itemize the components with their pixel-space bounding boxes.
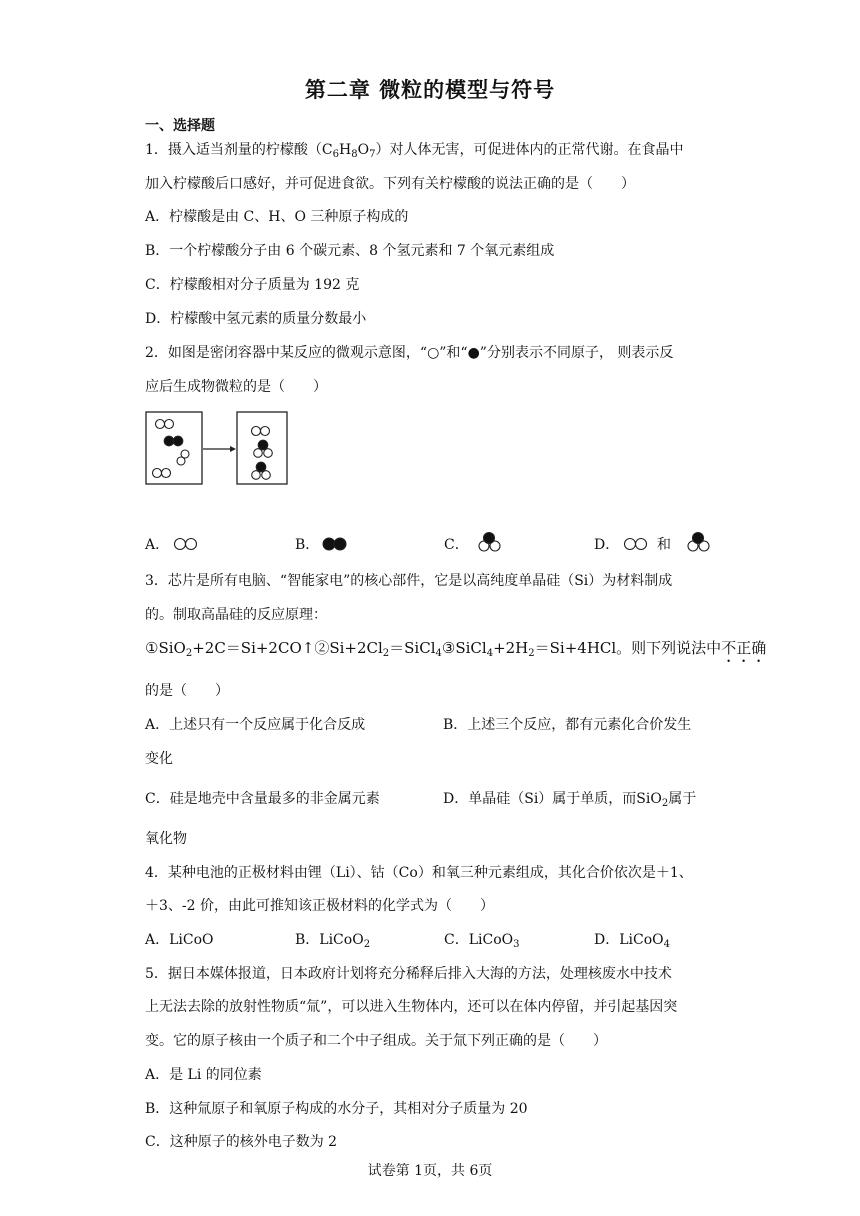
- q2-option-d-molecule-1: [622, 536, 650, 552]
- q1-stem-line1: 1．摄入适当剂量的柠檬酸$(C_6H_8O_7)$对人体无害，可促进体内的正常代谢。在食晶中: [145, 142, 684, 160]
- q2-option-b: B．: [295, 537, 320, 553]
- q5-stem-line2: 上无法去除的放射性物质“氚”，可以进入生物体内，还可以在体内停留，并引起基因突: [145, 999, 678, 1015]
- q2-stem-line2: 应后生成物微粒的是（ ）: [145, 379, 327, 395]
- q3-stem-line1: 3．芯片是所有电脑、“智能家电”的核心部件，它是以高纯度单晶硅（Si）为材料制成: [145, 573, 673, 589]
- q1-stem-line2: 加入柠檬酸后口感好，并可促进食欲。下列有关柠檬酸的说法正确的是（ ）: [145, 176, 635, 192]
- q2-option-c-molecule: [475, 530, 505, 554]
- q5-stem-line1: 5．据日本媒体报道，日本政府计划将充分稀释后排入大海的方法，处理核废水中技术: [145, 966, 672, 982]
- q2-option-c: C．: [444, 537, 469, 553]
- q5-option-b: B．这种氚原子和氧原子构成的水分子，其相对分子质量为 20: [145, 1101, 528, 1117]
- q4-option-c: C．LiCoO$_3$: [444, 932, 520, 950]
- q2-option-a: A．: [145, 537, 170, 553]
- q2-option-d-and: 和: [657, 537, 671, 553]
- q3-option-d-cont: 氧化物: [145, 831, 187, 847]
- reaction-diagram: [145, 411, 295, 487]
- q5-stem-line3: 变。它的原子核由一个质子和二个中子组成。关于氚下列正确的是（ ）: [145, 1033, 607, 1049]
- q3-option-b: B．上述三个反应，都有元素化合价发生: [443, 717, 692, 733]
- q2-option-a-molecule: [172, 536, 200, 552]
- q2-option-d: D．: [594, 537, 620, 553]
- q1-option-b: B．一个柠檬酸分子由 6 个碳元素、8 个氢元素和 7 个氧元素组成: [145, 243, 555, 259]
- q4-stem-line2: ＋3、-2 价，由此可推知该正极材料的化学式为（ ）: [145, 898, 494, 914]
- q1-option-d: D．柠檬酸中氢元素的质量分数最小: [145, 311, 367, 327]
- q5-option-a: A．是 Li 的同位素: [145, 1067, 262, 1083]
- q2-option-b-molecule: [320, 536, 350, 552]
- q2-stem-line1: 2．如图是密闭容器中某反应的微观示意图，“○”和“●”分别表示不同原子， 则表示反: [145, 345, 674, 361]
- page-footer: 试卷第 1页，共 6页: [367, 1163, 493, 1179]
- q3-stem-line2: 的。制取高晶硅的反应原理：: [145, 607, 327, 623]
- q3-equations: $①SiO_2+2C=Si+2CO↑②Si+2Cl_2=SiCl_4③SiCl_4+2H_2=Si+4HCl$。则下列说法中不正确: [145, 639, 767, 659]
- q3-option-c: C．硅是地壳中含量最多的非金属元素: [145, 791, 380, 807]
- q5-option-c: C．这种原子的核外电子数为 2: [145, 1134, 338, 1150]
- page-title: 第二章 微粒的模型与符号: [304, 78, 556, 102]
- q4-option-b: B．LiCoO$_2$: [295, 932, 371, 950]
- q3-stem-line4: 的是（ ）: [145, 683, 229, 699]
- q3-option-d: D．单晶硅（Si）属于单质，而SiO$_2$属于: [443, 791, 697, 809]
- section-heading: 一、选择题: [145, 118, 215, 134]
- q3-option-b-cont: 变化: [145, 751, 173, 767]
- q4-stem-line1: 4．某种电池的正极材料由锂（Li）、钴（Co）和氧三种元素组成，其化合价依次是＋1、: [145, 865, 693, 881]
- q2-option-d-molecule-2: [684, 530, 714, 554]
- q4-option-d: D．LiCoO$_4$: [594, 932, 670, 950]
- q3-option-a: A．上述只有一个反应属于化合反成: [145, 717, 366, 733]
- q4-option-a: A．LiCoO: [145, 932, 214, 948]
- q1-option-a: A．柠檬酸是由 C、H、O 三种原子构成的: [145, 209, 409, 225]
- q1-option-c: C．柠檬酸相对分子质量为 192 克: [145, 277, 360, 293]
